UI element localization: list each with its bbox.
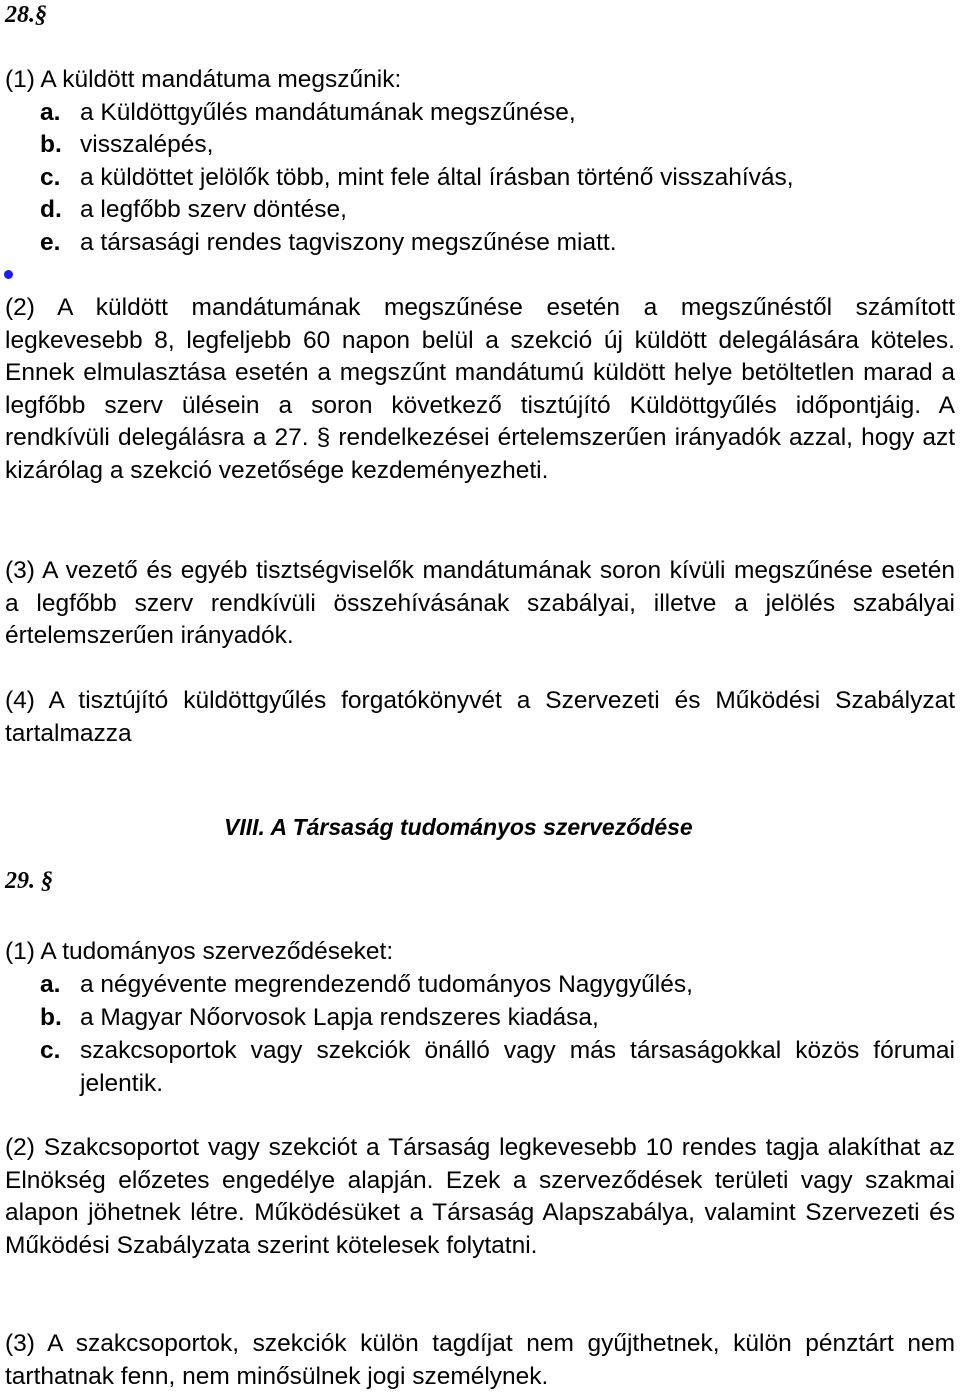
list-item (40, 162, 955, 195)
list-item-text: a küldöttet jelölők több, mint fele által írásban történő visszahívás, (80, 164, 794, 191)
list-item-label: d. (40, 196, 62, 223)
list-item-label: c. (40, 1037, 61, 1064)
list-item-text: visszalépés, (80, 131, 214, 158)
list-item (40, 97, 955, 130)
list-item-label: b. (40, 1004, 62, 1031)
list-item-label: a. (40, 99, 61, 126)
list-item (40, 1002, 955, 1035)
section-29-heading: 29. § (5, 868, 53, 894)
list-item (40, 1035, 955, 1100)
list-item (40, 227, 955, 260)
list-item-label: b. (40, 131, 62, 158)
sec29-p3: (3) A szakcsoportok, szekciók külön tagdíjat nem gyűjthetnek, külön pénztárt nem tarthatnak fenn, nem minősülnek jogi személynek. (5, 1330, 955, 1390)
blue-dot-icon (4, 270, 13, 279)
list-item-text: a Magyar Nőorvosok Lapja rendszeres kiadása, (80, 1004, 599, 1031)
sec28-p4: (4) A tisztújító küldöttgyűlés forgatókönyvét a Szervezeti és Működési Szabályzat tartalmazza (5, 687, 955, 747)
list-item-text: szakcsoportok vagy szekciók önálló vagy más társaságokkal közös fórumai jelentik. (80, 1037, 955, 1097)
sec29-p1-intro: (1) A tudományos szerveződéseket: (5, 938, 394, 965)
list-item-label: a. (40, 971, 61, 998)
list-item-text: a társasági rendes tagviszony megszűnése miatt. (80, 229, 617, 256)
list-item-label: c. (40, 164, 61, 191)
list-item (40, 194, 955, 227)
section-28-heading: 28.§ (5, 2, 47, 28)
sec28-p2: (2) A küldött mandátumának megszűnése esetén a megszűnéstől számított legkevesebb 8, legfeljebb 60 napon belül a szekció új küldött delegálására köteles. Ennek elmulasztása esetén a megszűnt mandátumú küldött helye betöltetlen marad a legfőbb szerv ülésein a soron következő tisztújító Küldöttgyűlés időpontjáig. A rendkívüli delegálásra a 27. § rendelkezései értelemszerűen irányadók azzal, hogy azt kizárólag a szekció vezetősége kezdeményezheti. (5, 294, 955, 484)
list-item-label: e. (40, 229, 61, 256)
sec29-p2: (2) Szakcsoportot vagy szekciót a Társaság legkevesebb 10 rendes tagja alakíthat az Elnökség előzetes engedélye alapján. Ezek a szerveződések területi vagy szakmai alapon jöhetnek létre. Működésüket a Társaság Alapszabálya, valamint Szervezeti és Működési Szabályzata szerint kötelesek folytatni. (5, 1134, 955, 1259)
list-item-text: a négyévente megrendezendő tudományos Nagygyűlés, (80, 971, 693, 998)
chapter-title: VIII. A Társaság tudományos szerveződése (224, 814, 693, 840)
sec28-p3: (3) A vezető és egyéb tisztségviselők mandátumának soron kívüli megszűnése esetén a legfőbb szerv rendkívüli összehívásának szabályai, illetve a jelölés szabályai értelemszerűen irányadók. (5, 557, 955, 649)
list-item (40, 969, 955, 1002)
sec28-p1-intro: (1) A küldött mandátuma megszűnik: (5, 66, 402, 93)
list-item-text: a legfőbb szerv döntése, (80, 196, 347, 223)
list-item (40, 129, 955, 162)
list-item-text: a Küldöttgyűlés mandátumának megszűnése, (80, 99, 576, 126)
